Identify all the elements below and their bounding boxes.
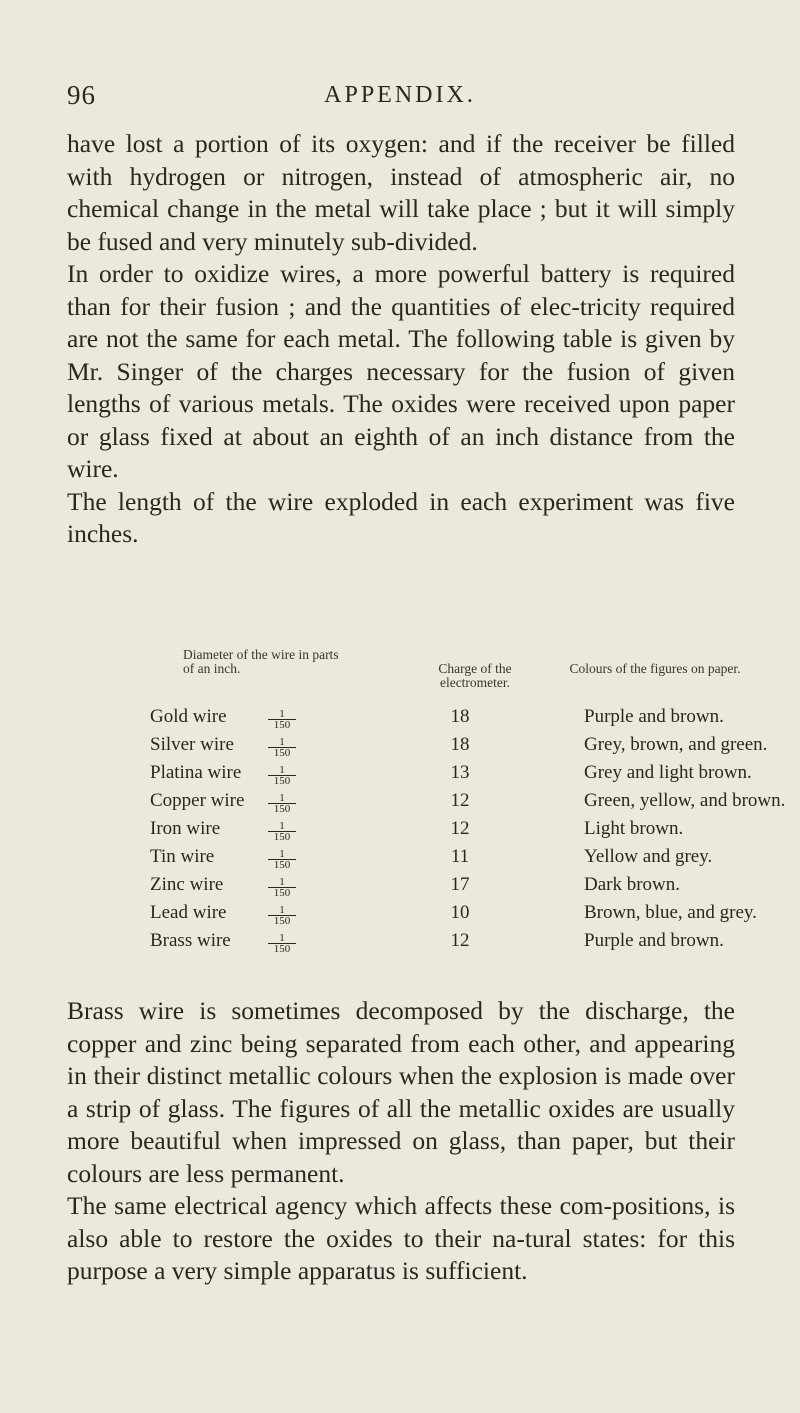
header-charge: Charge of the electrometer. bbox=[438, 661, 512, 690]
charge-value: 18 bbox=[450, 734, 470, 755]
charge-value: 13 bbox=[450, 762, 470, 783]
table-row bbox=[0, 762, 800, 788]
metal-name: Iron wire bbox=[150, 818, 221, 839]
table-row bbox=[0, 790, 800, 816]
diameter-fraction: $\frac{1}{150}$ bbox=[268, 765, 296, 786]
running-head: APPENDIX. bbox=[324, 82, 476, 108]
colour-description: Grey, brown, and green. bbox=[584, 734, 768, 755]
charge-value: 12 bbox=[450, 790, 470, 811]
diameter-fraction: $\frac{1}{150}$ bbox=[268, 849, 296, 870]
charge-value: 10 bbox=[450, 902, 470, 923]
table-row bbox=[0, 874, 800, 900]
paragraph: Brass wire is sometimes decomposed by the discharge, the copper and zinc being separated from each other, and appearing in their distinct metallic colours when the explosion is made over a strip of glass. The figures of all the metallic oxides are usually more beautiful when impressed on glass, than paper, but their colours are less permanent. bbox=[67, 996, 735, 1188]
text-block-bottom bbox=[67, 995, 735, 1288]
metal-name: Brass wire bbox=[150, 930, 231, 951]
colour-description: Light brown. bbox=[584, 818, 684, 839]
metal-name: Copper wire bbox=[150, 790, 245, 811]
colour-description: Yellow and grey. bbox=[584, 846, 713, 867]
colour-description: Purple and brown. bbox=[584, 930, 724, 951]
table-row bbox=[0, 706, 800, 732]
fusion-table bbox=[0, 648, 800, 998]
header-diameter: Diameter of the wire in parts of an inch. bbox=[183, 647, 339, 676]
charge-value: 12 bbox=[450, 930, 470, 951]
table-row bbox=[0, 930, 800, 956]
metal-name: Zinc wire bbox=[150, 874, 224, 895]
charge-value: 18 bbox=[450, 706, 470, 727]
diameter-fraction: $\frac{1}{150}$ bbox=[268, 933, 296, 954]
metal-name: Tin wire bbox=[150, 846, 215, 867]
diameter-fraction: $\frac{1}{150}$ bbox=[268, 793, 296, 814]
colour-description: Purple and brown. bbox=[584, 706, 724, 727]
colour-description: Dark brown. bbox=[584, 874, 681, 895]
metal-name: Silver wire bbox=[150, 734, 234, 755]
colour-description: Grey and light brown. bbox=[584, 762, 752, 783]
metal-name: Gold wire bbox=[150, 706, 227, 727]
metal-name: Lead wire bbox=[150, 902, 227, 923]
text-block-top bbox=[67, 128, 735, 551]
diameter-fraction: $\frac{1}{150}$ bbox=[268, 821, 296, 842]
charge-value: 17 bbox=[450, 874, 470, 895]
table-row bbox=[0, 818, 800, 844]
diameter-fraction: $\frac{1}{150}$ bbox=[268, 709, 296, 730]
page-header bbox=[0, 80, 800, 120]
page-number: 96 bbox=[67, 80, 96, 110]
diameter-fraction: $\frac{1}{150}$ bbox=[268, 877, 296, 898]
table-row bbox=[0, 902, 800, 928]
colour-description: Brown, blue, and grey. bbox=[584, 902, 757, 923]
charge-value: 12 bbox=[450, 818, 470, 839]
diameter-fraction: $\frac{1}{150}$ bbox=[268, 905, 296, 926]
charge-value: 11 bbox=[450, 846, 470, 867]
header-colours: Colours of the figures on paper. bbox=[569, 661, 741, 676]
paragraph: The same electrical agency which affects these com-positions, is also able to restore the oxides to their na-tural states: for this purpose a very simple apparatus is sufficient. bbox=[67, 1191, 735, 1285]
colour-description: Green, yellow, and brown. bbox=[584, 790, 786, 811]
diameter-fraction: $\frac{1}{150}$ bbox=[268, 737, 296, 758]
paragraph: have lost a portion of its oxygen: and if the receiver be filled with hydrogen or nitrogen, instead of atmospheric air, no chemical change in the metal will take place ; but it will simply be fused and very minutely sub-divided. bbox=[67, 129, 735, 256]
table-row bbox=[0, 846, 800, 872]
paragraph: In order to oxidize wires, a more powerful battery is required than for their fusion ; and the quantities of elec-tricity required are not the same for each metal. The following table is given by Mr. Singer of the charges necessary for the fusion of given lengths of various metals. The oxides were received upon paper or glass fixed at about an eighth of an inch distance from the wire. bbox=[67, 259, 735, 483]
paragraph: The length of the wire exploded in each experiment was five inches. bbox=[67, 486, 735, 548]
table-row bbox=[0, 734, 800, 760]
metal-name: Platina wire bbox=[150, 762, 242, 783]
